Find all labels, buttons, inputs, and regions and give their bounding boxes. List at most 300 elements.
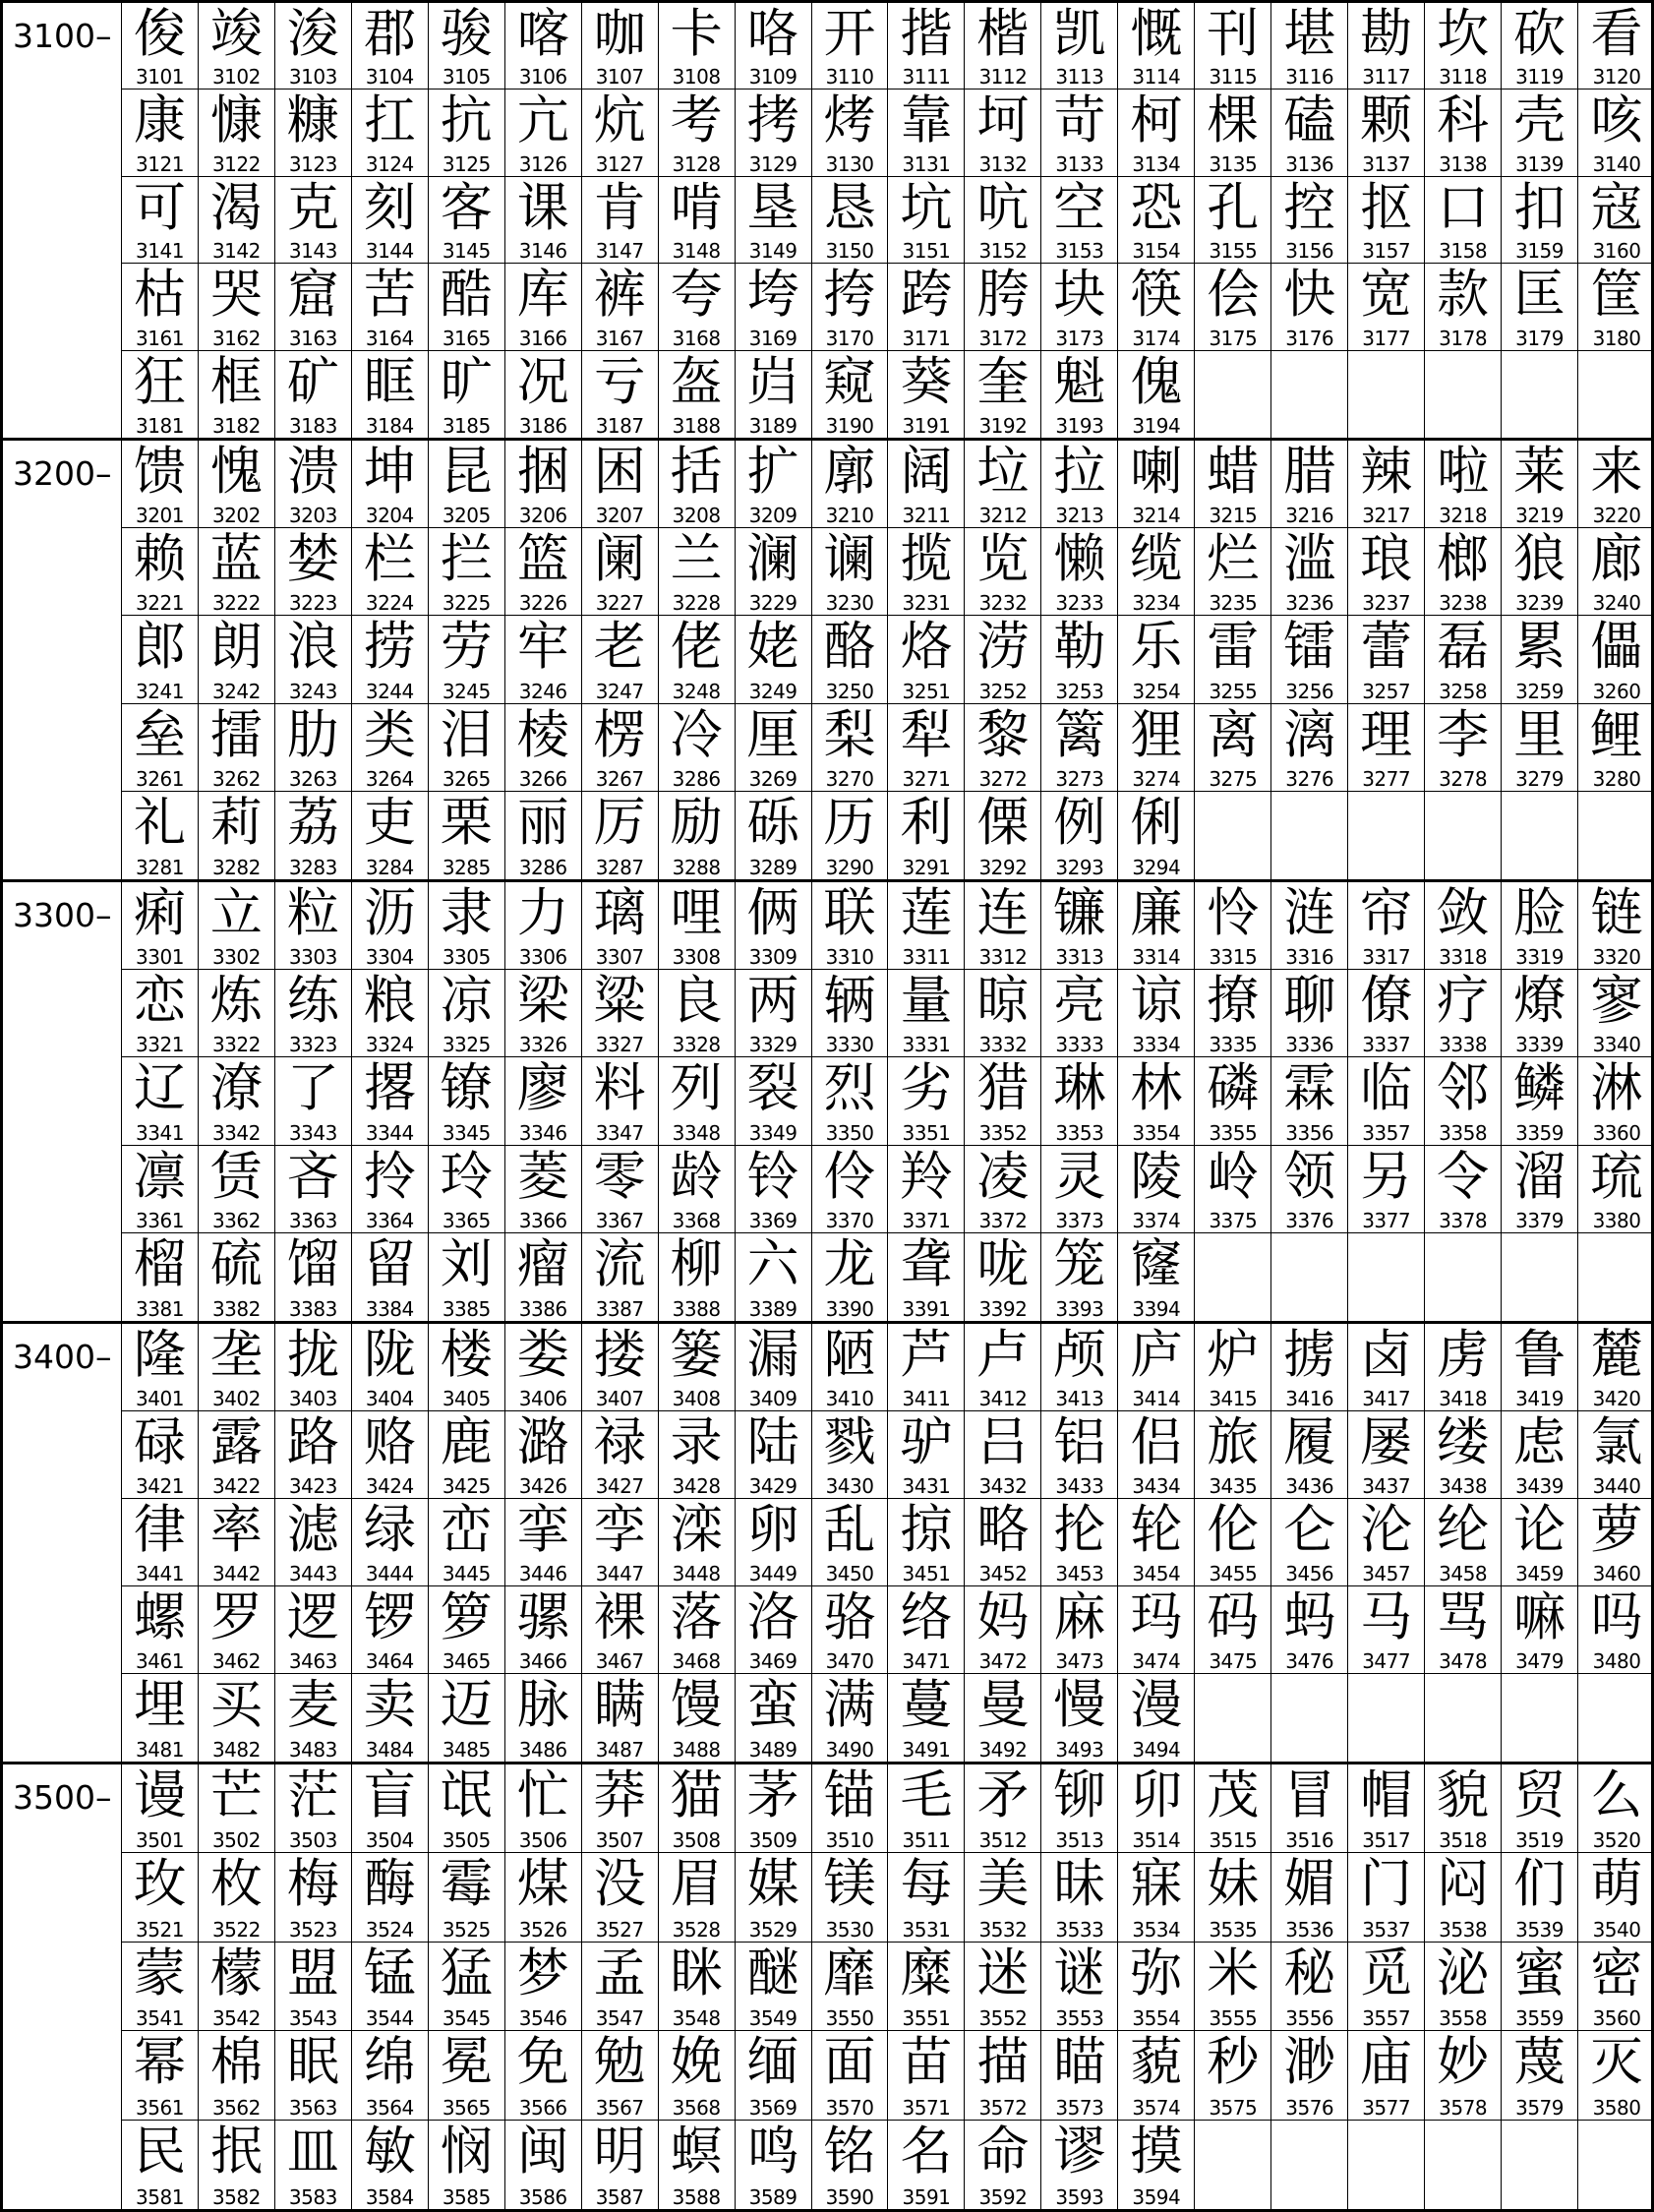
- character-code: 3404: [365, 1387, 414, 1410]
- character-code: 3520: [1592, 1828, 1641, 1853]
- character-glyph: 列: [670, 1058, 723, 1119]
- character-cell: [199, 616, 275, 703]
- character-cell: [1578, 3, 1654, 90]
- character-cell: [1271, 792, 1348, 879]
- character-code: 3287: [595, 855, 644, 879]
- character-glyph: 老: [593, 617, 646, 678]
- character-glyph: 垦: [746, 177, 799, 238]
- character-cell: [888, 1586, 965, 1674]
- character-code: 3576: [1285, 2095, 1334, 2120]
- character-cell: [1195, 264, 1271, 350]
- character-glyph: 棱: [516, 704, 569, 765]
- character-code: 3490: [825, 1738, 874, 1762]
- character-cell: [1195, 1499, 1271, 1586]
- block-label: 3300–: [13, 896, 112, 934]
- character-cell: [275, 970, 352, 1057]
- character-cell: [352, 1233, 429, 1321]
- character-glyph: 落: [670, 1587, 723, 1647]
- character-code: 3470: [825, 1649, 874, 1673]
- character-code: 3286: [672, 766, 721, 791]
- character-glyph: 流: [593, 1233, 646, 1294]
- character-glyph: 硫: [209, 1233, 263, 1294]
- character-code: 3170: [825, 326, 874, 350]
- character-cell: [736, 1943, 812, 2031]
- character-cell: [1425, 441, 1502, 528]
- character-cell: [1578, 792, 1654, 879]
- character-code: 3387: [595, 1296, 644, 1321]
- character-cell: [812, 1411, 889, 1499]
- character-glyph: 裸: [593, 1587, 646, 1647]
- character-cell: [736, 970, 812, 1057]
- character-code: 3379: [1515, 1208, 1565, 1232]
- character-cell: [1502, 704, 1578, 792]
- character-glyph: 了: [286, 1058, 339, 1119]
- character-code: 3143: [288, 239, 337, 264]
- character-code: 3205: [442, 504, 491, 528]
- character-glyph: 蚂: [1283, 1587, 1336, 1647]
- character-glyph: 昆: [440, 442, 493, 502]
- character-code: 3116: [1285, 65, 1334, 90]
- character-cell: [965, 792, 1041, 879]
- character-glyph: 玛: [1130, 1587, 1183, 1647]
- character-cell: [1118, 1411, 1195, 1499]
- character-code: 3347: [595, 1120, 644, 1145]
- character-glyph: 疗: [1437, 971, 1490, 1032]
- character-code: 3311: [902, 945, 951, 970]
- character-code: 3231: [902, 591, 951, 616]
- character-glyph: 坤: [363, 442, 416, 502]
- character-code: 3217: [1362, 504, 1411, 528]
- character-code: 3186: [518, 414, 567, 438]
- character-cell: [1118, 2121, 1195, 2209]
- character-code: 3256: [1285, 679, 1334, 703]
- character-code: 3502: [211, 1828, 261, 1853]
- character-cell: [736, 264, 812, 350]
- character-glyph: 卖: [363, 1675, 416, 1735]
- character-cell: [1118, 704, 1195, 792]
- character-glyph: 擂: [209, 704, 263, 765]
- character-code: 3506: [518, 1828, 567, 1853]
- character-cell: [965, 704, 1041, 792]
- character-code: 3405: [442, 1387, 491, 1410]
- character-cell: [1041, 1057, 1118, 1145]
- character-code: 3505: [442, 1828, 491, 1853]
- character-cell: [736, 882, 812, 970]
- character-code: 3275: [1209, 766, 1258, 791]
- character-cell: [888, 970, 965, 1057]
- character-cell: [1118, 1853, 1195, 1942]
- character-glyph: 滤: [286, 1500, 339, 1560]
- character-cell: [812, 351, 889, 438]
- character-glyph: 丽: [516, 792, 569, 853]
- character-cell: [1041, 1499, 1118, 1586]
- character-glyph: 览: [976, 529, 1030, 590]
- character-cell: [965, 264, 1041, 350]
- character-glyph: 练: [286, 971, 339, 1032]
- character-cell: [505, 264, 582, 350]
- character-code: 3135: [1209, 151, 1258, 176]
- character-code: 3181: [136, 414, 184, 438]
- character-code: 3223: [288, 591, 337, 616]
- character-code: 3304: [365, 945, 414, 970]
- character-code: 3483: [288, 1738, 337, 1762]
- character-glyph: 联: [823, 883, 876, 943]
- character-cell: [965, 3, 1041, 90]
- character-cell: [1578, 351, 1654, 438]
- character-code: 3101: [136, 65, 184, 90]
- character-glyph: 孔: [1207, 177, 1260, 238]
- character-code: 3284: [365, 855, 414, 879]
- character-glyph: 敛: [1437, 883, 1490, 943]
- character-code: 3106: [518, 65, 567, 90]
- character-glyph: 瞄: [1053, 2032, 1106, 2093]
- character-code: 3401: [136, 1387, 184, 1410]
- character-cell: [352, 882, 429, 970]
- code-block: [0, 441, 1654, 882]
- character-code: 3334: [1132, 1033, 1181, 1057]
- character-glyph: 潦: [209, 1058, 263, 1119]
- character-cell: [275, 1853, 352, 1942]
- character-cell: [888, 1146, 965, 1233]
- character-cell: [965, 2121, 1041, 2209]
- character-code: 3531: [902, 1917, 951, 1942]
- character-cell: [1348, 264, 1425, 350]
- character-code: 3432: [978, 1474, 1028, 1498]
- character-cell: [275, 1764, 352, 1853]
- character-cell: [659, 264, 736, 350]
- character-glyph: 垃: [976, 442, 1030, 502]
- character-cell: [812, 528, 889, 616]
- character-cell: [429, 970, 505, 1057]
- character-glyph: 卵: [746, 1500, 799, 1560]
- character-cell: [1578, 2121, 1654, 2209]
- character-code: 3360: [1592, 1120, 1641, 1145]
- character-code: 3119: [1515, 65, 1565, 90]
- character-glyph: 矛: [976, 1765, 1030, 1825]
- character-code: 3482: [211, 1738, 261, 1762]
- character-code: 3264: [365, 766, 414, 791]
- character-cell: [582, 1233, 659, 1321]
- character-glyph: 骏: [440, 4, 493, 64]
- character-code: 3408: [672, 1387, 721, 1410]
- character-cell: [1041, 264, 1118, 350]
- character-code: 3226: [518, 591, 567, 616]
- character-cell: [1041, 1411, 1118, 1499]
- character-code: 3537: [1362, 1917, 1411, 1942]
- character-glyph: 满: [823, 1675, 876, 1735]
- character-cell: [505, 3, 582, 90]
- character-code: 3113: [1055, 65, 1104, 90]
- character-glyph: 廉: [1130, 883, 1183, 943]
- character-glyph: 吏: [363, 792, 416, 853]
- character-glyph: 律: [133, 1500, 186, 1560]
- character-glyph: 犁: [900, 704, 953, 765]
- character-cell: [1271, 264, 1348, 350]
- character-code: 3193: [1055, 414, 1104, 438]
- character-cell: [1118, 1499, 1195, 1586]
- character-glyph: 卡: [670, 4, 723, 64]
- character-code: 3503: [288, 1828, 337, 1853]
- character-cell: [1578, 882, 1654, 970]
- character-glyph: 懒: [1053, 529, 1106, 590]
- character-cell: [812, 90, 889, 176]
- character-glyph: 名: [900, 2121, 953, 2182]
- character-cell: [199, 1674, 275, 1762]
- character-glyph: 烤: [823, 90, 876, 151]
- character-code: 3280: [1592, 766, 1641, 791]
- character-code: 3484: [365, 1738, 414, 1762]
- character-code: 3337: [1362, 1033, 1411, 1057]
- character-glyph: 旷: [440, 351, 493, 412]
- character-glyph: 猛: [440, 1943, 493, 2003]
- character-cell: [505, 1674, 582, 1762]
- character-code: 3444: [365, 1562, 414, 1585]
- character-code: 3489: [748, 1738, 797, 1762]
- character-code: 3583: [288, 2185, 337, 2209]
- character-code: 3269: [748, 766, 797, 791]
- character-code: 3232: [978, 591, 1028, 616]
- character-cell: [122, 441, 199, 528]
- character-code: 3454: [1132, 1562, 1181, 1585]
- character-cell: [429, 1764, 505, 1853]
- character-glyph: 菱: [516, 1146, 569, 1207]
- character-glyph: 糠: [286, 90, 339, 151]
- character-glyph: 壳: [1513, 90, 1566, 151]
- character-cell: [1348, 3, 1425, 90]
- character-code: 3131: [902, 151, 951, 176]
- character-glyph: 儡: [1590, 617, 1643, 678]
- character-glyph: 妙: [1437, 2032, 1490, 2093]
- character-glyph: 困: [593, 442, 646, 502]
- character-cell: [1348, 177, 1425, 264]
- character-cell: [1578, 1853, 1654, 1942]
- block-label: 3100–: [13, 17, 112, 55]
- character-cell: [1195, 1057, 1271, 1145]
- character-code: 3358: [1439, 1120, 1488, 1145]
- character-cell: [659, 351, 736, 438]
- character-cell: [1041, 2031, 1118, 2120]
- character-cell: [1195, 441, 1271, 528]
- character-cell: [1348, 1943, 1425, 2031]
- character-code: 3152: [978, 239, 1028, 264]
- character-cell: [429, 264, 505, 350]
- character-code: 3349: [748, 1120, 797, 1145]
- character-code: 3316: [1285, 945, 1334, 970]
- character-code: 3507: [595, 1828, 644, 1853]
- character-glyph: 良: [670, 971, 723, 1032]
- character-grid: [121, 441, 1654, 879]
- character-glyph: 乱: [823, 1500, 876, 1560]
- character-code: 3294: [1132, 855, 1181, 879]
- character-code: 3423: [288, 1474, 337, 1498]
- character-cell: [659, 1943, 736, 2031]
- character-cell: [1271, 528, 1348, 616]
- character-glyph: 筐: [1590, 265, 1643, 326]
- character-cell: [1578, 441, 1654, 528]
- character-glyph: 媒: [746, 1854, 799, 1915]
- character-cell: [1041, 1146, 1118, 1233]
- character-code: 3155: [1209, 239, 1258, 264]
- character-code: 3447: [595, 1562, 644, 1585]
- character-code: 3293: [1055, 855, 1104, 879]
- character-cell: [1425, 351, 1502, 438]
- character-code: 3539: [1515, 1917, 1565, 1942]
- character-code: 3415: [1209, 1387, 1258, 1410]
- character-glyph: 慷: [209, 90, 263, 151]
- character-code: 3319: [1515, 945, 1565, 970]
- character-glyph: 赖: [133, 529, 186, 590]
- character-code: 3394: [1132, 1296, 1181, 1321]
- character-glyph: 拦: [440, 529, 493, 590]
- character-cell: [1195, 1764, 1271, 1853]
- character-code: 3130: [825, 151, 874, 176]
- character-code: 3266: [518, 766, 567, 791]
- character-code: 3469: [748, 1649, 797, 1673]
- character-code: 3321: [136, 1033, 184, 1057]
- character-glyph: 俊: [133, 4, 186, 64]
- character-code: 3182: [211, 414, 261, 438]
- character-cell: [736, 616, 812, 703]
- character-glyph: 篱: [1053, 704, 1106, 765]
- character-code: 3249: [748, 679, 797, 703]
- character-glyph: 历: [823, 792, 876, 853]
- character-code: 3253: [1055, 679, 1104, 703]
- character-code: 3149: [748, 239, 797, 264]
- character-glyph: 履: [1283, 1412, 1336, 1472]
- character-code: 3124: [365, 151, 414, 176]
- character-cell: [122, 90, 199, 176]
- character-glyph: 澜: [746, 529, 799, 590]
- character-cell: [122, 1499, 199, 1586]
- character-code: 3218: [1439, 504, 1488, 528]
- character-glyph: 盔: [670, 351, 723, 412]
- character-code: 3425: [442, 1474, 491, 1498]
- character-glyph: 楞: [593, 704, 646, 765]
- character-code: 3457: [1362, 1562, 1411, 1585]
- character-cell: [1118, 2031, 1195, 2120]
- character-glyph: 跨: [900, 265, 953, 326]
- character-glyph: 皿: [286, 2121, 339, 2182]
- character-code: 3383: [288, 1296, 337, 1321]
- character-code: 3335: [1209, 1033, 1258, 1057]
- character-cell: [275, 1499, 352, 1586]
- character-glyph: 浚: [286, 4, 339, 64]
- character-glyph: 励: [670, 792, 723, 853]
- character-code: 3564: [365, 2095, 414, 2120]
- character-cell: [736, 1057, 812, 1145]
- character-code: 3336: [1285, 1033, 1334, 1057]
- character-cell: [1348, 1324, 1425, 1411]
- character-code: 3257: [1362, 679, 1411, 703]
- character-code: 3314: [1132, 945, 1181, 970]
- character-glyph: 辣: [1360, 442, 1413, 502]
- character-glyph: 炕: [593, 90, 646, 151]
- character-glyph: 悯: [440, 2121, 493, 2182]
- character-code: 3549: [748, 2006, 797, 2031]
- character-code: 3442: [211, 1562, 261, 1585]
- character-cell: [122, 1057, 199, 1145]
- character-code: 3111: [902, 65, 951, 90]
- character-code: 3532: [978, 1917, 1028, 1942]
- character-code: 3371: [902, 1208, 951, 1232]
- character-code: 3575: [1209, 2095, 1258, 2120]
- character-code: 3242: [211, 679, 261, 703]
- character-cell: [505, 616, 582, 703]
- character-cell: [275, 528, 352, 616]
- character-grid: [121, 3, 1654, 438]
- character-code: 3510: [825, 1828, 874, 1853]
- character-cell: [275, 351, 352, 438]
- character-glyph: 美: [976, 1854, 1030, 1915]
- character-code: 3493: [1055, 1738, 1104, 1762]
- character-glyph: 娄: [516, 1325, 569, 1385]
- character-glyph: 撂: [363, 1058, 416, 1119]
- character-cell: [1195, 1586, 1271, 1674]
- character-code: 3421: [136, 1474, 184, 1498]
- character-glyph: 帽: [1360, 1765, 1413, 1825]
- character-code: 3544: [365, 2006, 414, 2031]
- character-glyph: 洛: [746, 1587, 799, 1647]
- character-glyph: 吗: [1590, 1587, 1643, 1647]
- character-cell: [1348, 90, 1425, 176]
- character-code: 3350: [825, 1120, 874, 1145]
- character-cell: [888, 1853, 965, 1942]
- character-glyph: 锰: [363, 1943, 416, 2003]
- character-cell: [275, 264, 352, 350]
- character-cell: [736, 351, 812, 438]
- character-glyph: 裤: [593, 265, 646, 326]
- character-glyph: 盟: [286, 1943, 339, 2003]
- character-cell: [965, 351, 1041, 438]
- code-block: [0, 882, 1654, 1324]
- character-code: 3377: [1362, 1208, 1411, 1232]
- character-code: 3180: [1592, 326, 1641, 350]
- character-glyph: 狸: [1130, 704, 1183, 765]
- character-cell: [1425, 882, 1502, 970]
- character-glyph: 李: [1437, 704, 1490, 765]
- character-code: 3333: [1055, 1033, 1104, 1057]
- character-cell: [582, 1499, 659, 1586]
- character-cell: [1348, 1674, 1425, 1762]
- character-glyph: 娩: [670, 2032, 723, 2093]
- character-glyph: 买: [209, 1675, 263, 1735]
- character-glyph: 理: [1360, 704, 1413, 765]
- character-cell: [965, 90, 1041, 176]
- character-code: 3114: [1132, 65, 1181, 90]
- character-cell: [1271, 2121, 1348, 2209]
- character-glyph: 屡: [1360, 1412, 1413, 1472]
- character-code: 3164: [365, 326, 414, 350]
- character-cell: [1425, 616, 1502, 703]
- character-glyph: 开: [823, 4, 876, 64]
- character-code: 3176: [1285, 326, 1334, 350]
- character-glyph: 楷: [976, 4, 1030, 64]
- character-cell: [1195, 1324, 1271, 1411]
- character-cell: [199, 177, 275, 264]
- character-code: 3452: [978, 1562, 1028, 1585]
- character-glyph: 灵: [1053, 1146, 1106, 1207]
- character-cell: [1271, 1853, 1348, 1942]
- character-glyph: 厘: [746, 704, 799, 765]
- character-cell: [505, 90, 582, 176]
- character-glyph: 胯: [976, 265, 1030, 326]
- character-cell: [582, 441, 659, 528]
- character-code: 3437: [1362, 1474, 1411, 1498]
- character-cell: [429, 1853, 505, 1942]
- character-code: 3368: [672, 1208, 721, 1232]
- character-code: 3530: [825, 1917, 874, 1942]
- character-code: 3460: [1592, 1562, 1641, 1585]
